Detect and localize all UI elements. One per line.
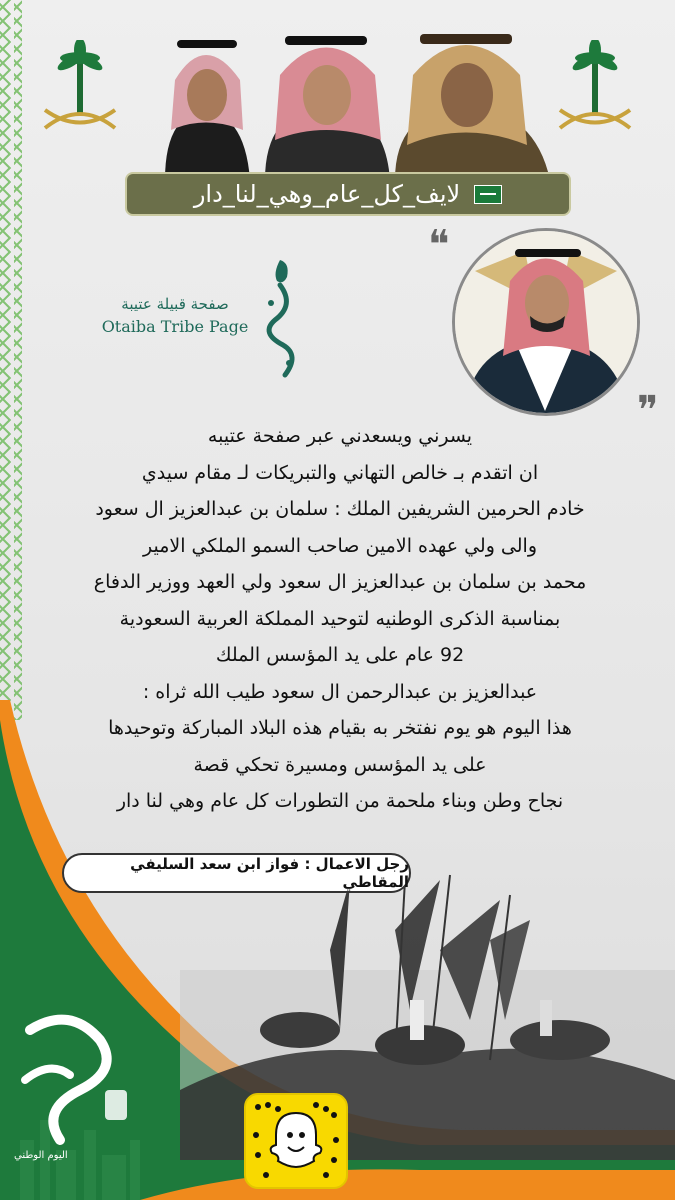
close-quote-icon: ❞ — [637, 388, 659, 434]
message-line: ان اتقدم بـ خالص التهاني والتبريكات لـ مقام سيدي — [141, 461, 539, 484]
message-line: عبدالعزيز بن عبدالرحمن ال سعود طيب الله ثراه : — [142, 680, 538, 703]
message-line: محمد بن سلمان بن عبدالعزيز ال سعود ولي العهد ووزير الدفاع — [93, 571, 587, 593]
message-line: بمناسبة الذكرى الوطنيه لتوحيد المملكة العربية السعودية — [119, 607, 561, 630]
portrait-founder — [395, 34, 550, 180]
palm-swords-emblem-icon — [555, 40, 635, 150]
snapchat-ghost-icon — [246, 1095, 346, 1187]
national-day-caption: اليوم الوطني — [14, 1150, 68, 1161]
portrait-crown-prince — [165, 40, 250, 180]
message-line: 92 عام على يد المؤسس الملك — [215, 644, 465, 666]
otaiba-logo — [95, 245, 295, 395]
horse-calligraphy-icon — [255, 255, 305, 385]
logo-arabic: صفحة قبيلة عتيبة — [121, 295, 229, 313]
businessman-photo — [452, 228, 640, 416]
portrait-king — [265, 36, 390, 180]
name-badge: رجل الاعمال : فواز ابن سعد السليفي المقاطي — [62, 853, 411, 893]
message-line: هذا اليوم هو يوم نفتخر به بقيام هذه البلاد المباركة وتوحيدها — [108, 717, 572, 739]
message-line: والى ولي عهده الامين صاحب السمو الملكي الامير — [143, 534, 537, 557]
open-quote-icon: ❝ — [428, 222, 450, 268]
logo-english: Otaiba Tribe Page — [101, 317, 249, 336]
businessman-portrait — [455, 231, 637, 413]
palm-swords-emblem-icon — [40, 40, 120, 150]
saudi-flag-icon — [474, 185, 502, 204]
leaders-portraits — [155, 20, 555, 180]
national-day-logo — [10, 1000, 130, 1150]
slogan-bar — [125, 172, 571, 216]
message-line: يسرني ويسعدني عبر صفحة عتيبه — [207, 425, 473, 447]
message-line: نجاح وطن وبناء ملحمة من التطورات كل عام وهي لنا دار — [116, 790, 564, 812]
slogan-text: لايف_كل_عام_وهي_لنا_دار — [193, 180, 461, 208]
top-banner — [0, 0, 675, 225]
message-line: خادم الحرمين الشريفين الملك : سلمان بن عبدالعزيز ال سعود — [95, 498, 585, 520]
message-line: على يد المؤسس ومسيرة تحكي قصة — [193, 753, 487, 776]
snapchat-code[interactable] — [244, 1093, 348, 1189]
